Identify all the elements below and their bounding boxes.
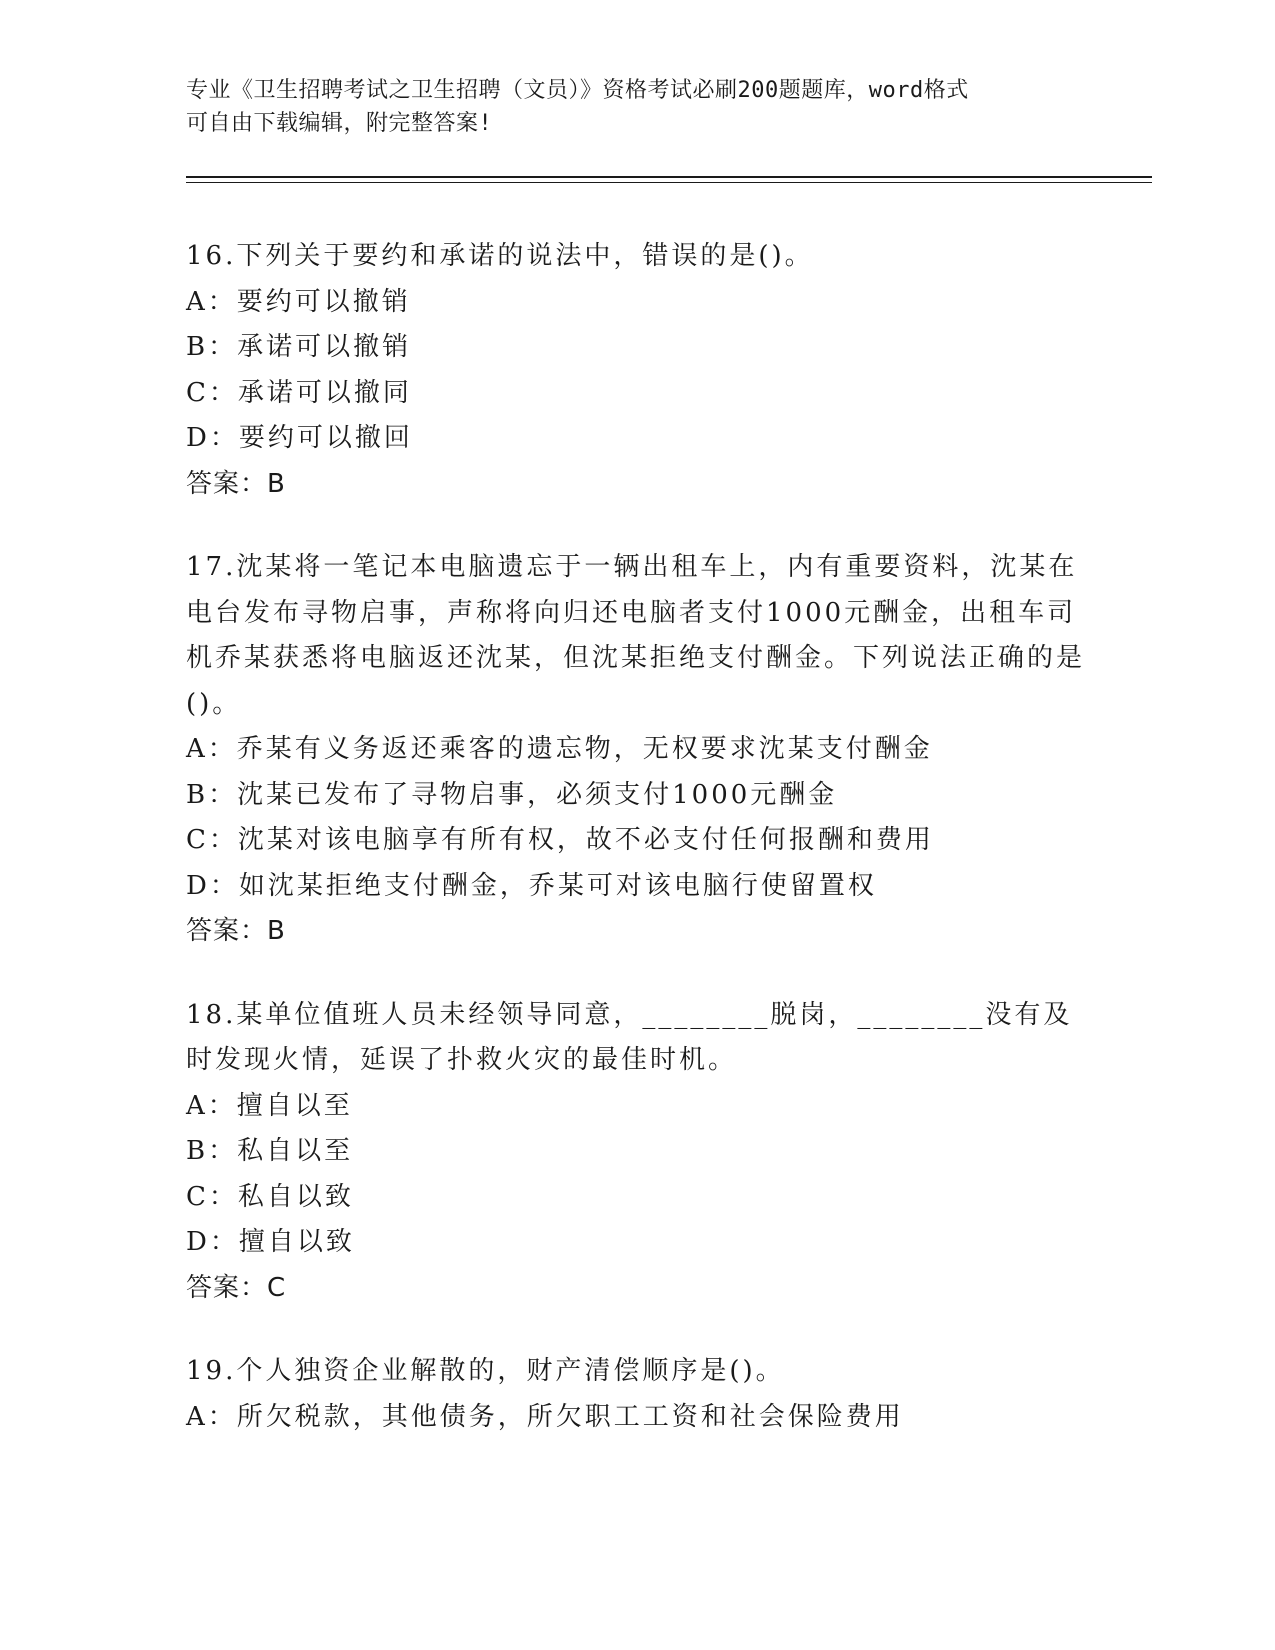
header-title-line-1: 专业《卫生招聘考试之卫生招聘（文员）》资格考试必刷200题题库，word格式 [186, 78, 969, 103]
option-b: B：承诺可以撤销 [186, 332, 412, 362]
answer-text: 答案：B [186, 916, 286, 946]
question-stem: 19.个人独资企业解散的，财产清偿顺序是()。 [186, 1356, 785, 1386]
question-16 [186, 234, 1086, 507]
header-title-line-2: 可自由下载编辑，附完整答案! [186, 111, 493, 136]
question-stem: 16.下列关于要约和承诺的说法中，错误的是()。 [186, 241, 814, 271]
option-b: B：沈某已发布了寻物启事，必须支付1000元酬金 [186, 779, 838, 810]
header-divider-thin [186, 182, 1152, 183]
option-b: B：私自以至 [186, 1136, 354, 1166]
option-a: A：所欠税款，其他债务，所欠职工工资和社会保险费用 [186, 1401, 904, 1432]
option-c: C：承诺可以撤同 [186, 377, 412, 408]
option-a: A：擅自以至 [186, 1090, 353, 1121]
question-stem: 17.沈某将一笔记本电脑遗忘于一辆出租车上，内有重要资料，沈某在电台发布寻物启事，声称将向归还电脑者支付1000元酬金，出租车司机乔某获悉将电脑返还沈某，但沈某拒绝支付酬金。下列说法正确的是()。 [186, 552, 1086, 719]
option-c: C：沈某对该电脑享有所有权，故不必支付任何报酬和费用 [186, 825, 934, 855]
option-a: A：乔某有义务返还乘客的遗忘物，无权要求沈某支付酬金 [186, 734, 933, 764]
header-divider-thick [186, 176, 1152, 178]
question-18 [186, 993, 1086, 1312]
option-d: D：如沈某拒绝支付酬金，乔某可对该电脑行使留置权 [186, 870, 877, 901]
answer-text: 答案：B [186, 468, 286, 499]
option-c: C：私自以致 [186, 1181, 354, 1212]
question-19 [186, 1349, 1086, 1440]
option-a: A：要约可以撤销 [186, 286, 411, 317]
document-header [186, 74, 1066, 140]
option-d: D：擅自以致 [186, 1227, 355, 1257]
question-stem: 18.某单位值班人员未经领导同意，________脱岗，________没有及时发现火情，延误了扑救火灾的最佳时机。 [186, 999, 1073, 1075]
question-list [186, 234, 1086, 1478]
question-17 [186, 545, 1086, 955]
option-d: D：要约可以撤回 [186, 423, 413, 453]
answer-text: 答案：C [186, 1272, 287, 1303]
